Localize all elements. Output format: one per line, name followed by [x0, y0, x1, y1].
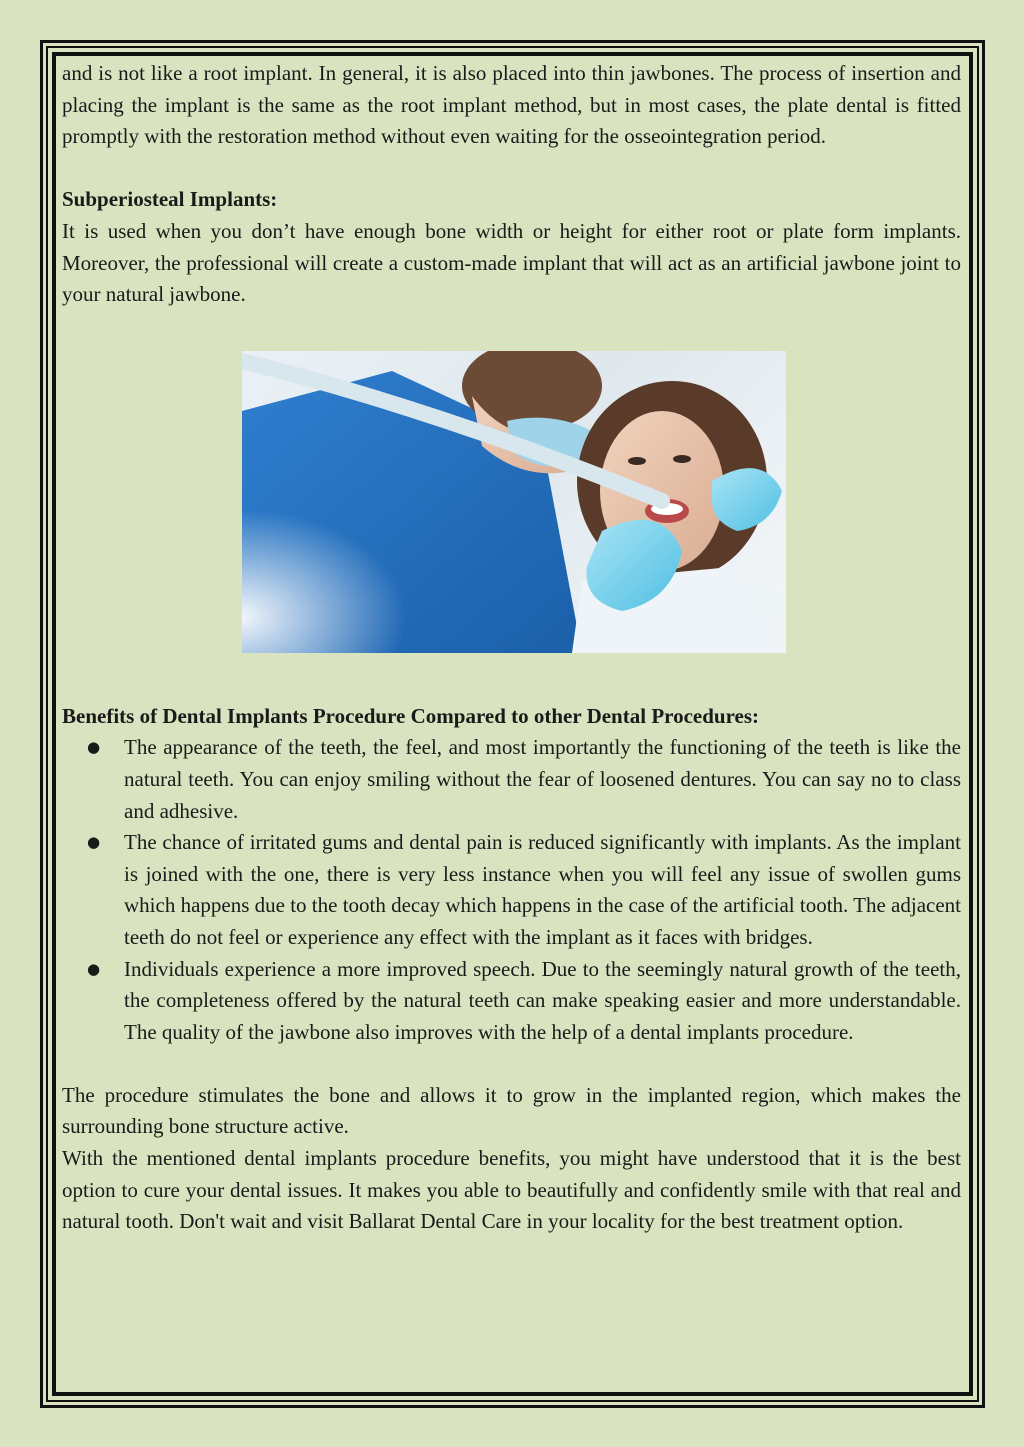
spacer: [62, 653, 961, 701]
bullet-icon: ●: [87, 833, 101, 852]
bullet-icon: ●: [87, 738, 101, 757]
list-item: [87, 732, 961, 827]
list-item: [87, 954, 961, 1049]
list-item-text: The chance of irritated gums and dental pain is reduced significantly with implants. As the implant is joined with the one, there is very less instance when you will feel any issue of swollen gums which happens due to the tooth decay which happens in the case of the artificial tooth. The adjacent teeth do not feel or experience any effect with the implant as it faces with bridges.: [124, 830, 961, 949]
subperiosteal-heading: Subperiosteal Implants:: [62, 187, 278, 212]
closing-paragraph-2: With the mentioned dental implants procedure benefits, you might have understood that it is the best option to cure your dental issues. It makes you able to beautifully and confidently smile with that real and natural tooth. Don't wait and visit Ballarat Dental Care in your locality for the best treatment option.: [62, 1146, 961, 1234]
spacer: [62, 1048, 961, 1080]
closing-paragraph-1: The procedure stimulates the bone and allows it to grow in the implanted region, which makes the surrounding bone structure active.: [62, 1082, 961, 1139]
intro-paragraph: and is not like a root implant. In general, it is also placed into thin jawbones. The process of insertion and placing the implant is the same as the root implant method, but in most cases, the plate dental is fitted promptly with the restoration method without even waiting for the osseointegration period.: [62, 61, 961, 149]
spacer: [62, 153, 961, 185]
dental-treatment-photo: [242, 351, 786, 653]
benefits-list: [62, 732, 961, 1048]
bullet-icon: ●: [87, 959, 101, 978]
benefits-heading: Benefits of Dental Implants Procedure Compared to other Dental Procedures:: [62, 703, 760, 728]
subperiosteal-body: It is used when you don’t have enough bone width or height for either root or plate form implants. Moreover, the professional will create a custom-made implant that will act as an artificial jawbone joint to your natural jawbone.: [62, 218, 961, 307]
list-item-text: The appearance of the teeth, the feel, and most importantly the functioning of the teeth is like the natural teeth. You can enjoy smiling without the fear of loosened dentures. You can say no to class and adhesive.: [124, 735, 961, 823]
list-item: [87, 827, 961, 953]
list-item-text: Individuals experience a more improved speech. Due to the seemingly natural growth of the teeth, the completeness offered by the natural teeth can make speaking easier and more understandable. The quality of the jawbone also improves with the help of a dental implants procedure.: [124, 956, 961, 1044]
page-content: [62, 58, 961, 1238]
